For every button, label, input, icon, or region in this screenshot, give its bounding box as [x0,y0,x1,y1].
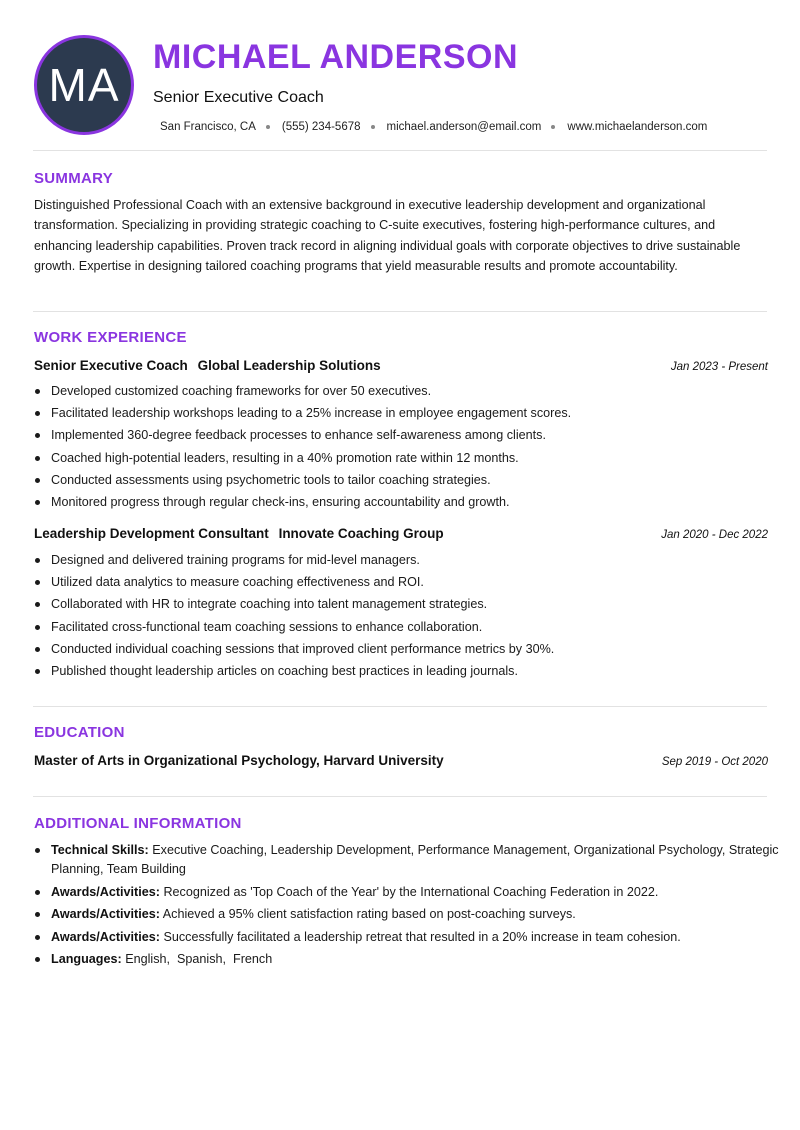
info-text: Executive Coaching, Leadership Development, Performance Management, Organizational Psychology, Strategic Planning, Team Building [51,843,779,876]
list-item: Collaborated with HR to integrate coaching into talent management strategies. [51,593,781,615]
education-dates: Sep 2019 - Oct 2020 [661,756,768,768]
info-label: Awards/Activities: [51,929,160,944]
job-company: Global Leadership Solutions [197,358,381,373]
job-header [34,526,768,541]
separator-dot [266,125,270,129]
section-divider [33,311,767,312]
info-text: Recognized as 'Top Coach of the Year' by the International Coaching Federation in 2022. [163,884,659,899]
additional-info-list [34,841,781,973]
list-item: Developed customized coaching frameworks for over 50 executives. [51,380,781,402]
info-text: Successfully facilitated a leadership retreat that resulted in a 20% increase in team cohesion. [163,929,681,944]
list-item: Published thought leadership articles on coaching best practices in leading journals. [51,660,781,682]
education-degree: Master of Arts in Organizational Psychology, Harvard University [34,753,444,768]
info-label: Awards/Activities: [51,884,160,899]
summary-text: Distinguished Professional Coach with an extensive background in executive leadership development and organizational transformation. Specializing in providing strategic coaching to C-suite executives, fostering high-performance cultures, and enhancing leadership capabilities. Proven track record in aligning individual goals with corporate objectives to drive sustainable growth. Expertise in designing tailored coaching programs that yield measurable results and promote accountability. [34,198,741,274]
avatar [34,35,134,135]
list-item: Designed and delivered training programs for mid-level managers. [51,549,781,571]
avatar-initials: MA [48,59,120,111]
job-header [34,358,768,373]
contact-website[interactable]: www.michaelanderson.com [567,121,708,133]
job-role: Senior Executive Coach [34,358,188,373]
info-text: English, Spanish, French [125,952,273,967]
job-company: Innovate Coaching Group [278,526,444,541]
job-title-line [34,358,381,373]
education-heading: EDUCATION [34,724,125,741]
list-item: Coached high-potential leaders, resulting in a 40% promotion rate within 12 months. [51,447,781,469]
contact-line [160,121,707,133]
candidate-title: Senior Executive Coach [153,89,324,106]
section-divider [33,796,767,797]
job-bullets [34,380,781,513]
list-item [51,883,781,902]
job-bullets [34,549,781,682]
list-item [51,905,781,924]
candidate-name: MICHAEL ANDERSON [153,38,519,76]
list-item: Facilitated cross-functional team coaching sessions to enhance collaboration. [51,616,781,638]
section-divider [33,706,767,707]
list-item: Conducted individual coaching sessions that improved client performance metrics by 30%. [51,638,781,660]
contact-email[interactable]: michael.anderson@email.com [386,121,542,133]
job-role: Leadership Development Consultant [34,526,269,541]
list-item [51,841,781,879]
contact-location: San Francisco, CA [160,121,256,133]
summary-heading: SUMMARY [34,170,114,187]
work-experience-heading: WORK EXPERIENCE [34,329,187,346]
info-label: Awards/Activities: [51,907,160,922]
info-label: Languages: [51,952,122,967]
list-item: Utilized data analytics to measure coaching effectiveness and ROI. [51,571,781,593]
separator-dot [551,125,555,129]
section-divider [33,150,767,151]
additional-info-heading: ADDITIONAL INFORMATION [34,815,242,832]
separator-dot [371,125,375,129]
job-dates: Jan 2023 - Present [670,361,768,373]
list-item: Monitored progress through regular check-ins, ensuring accountability and growth. [51,491,781,513]
contact-phone: (555) 234-5678 [281,121,361,133]
info-label: Technical Skills: [51,843,149,857]
education-entry [34,753,768,768]
list-item [51,950,781,969]
list-item: Conducted assessments using psychometric tools to tailor coaching strategies. [51,469,781,491]
info-text: Achieved a 95% client satisfaction rating based on post-coaching surveys. [162,907,576,922]
list-item: Facilitated leadership workshops leading to a 25% increase in employee engagement scores. [51,402,781,424]
list-item: Implemented 360-degree feedback processes to enhance self-awareness among clients. [51,424,781,446]
list-item [51,928,781,947]
job-dates: Jan 2020 - Dec 2022 [661,529,768,541]
job-title-line [34,526,444,541]
